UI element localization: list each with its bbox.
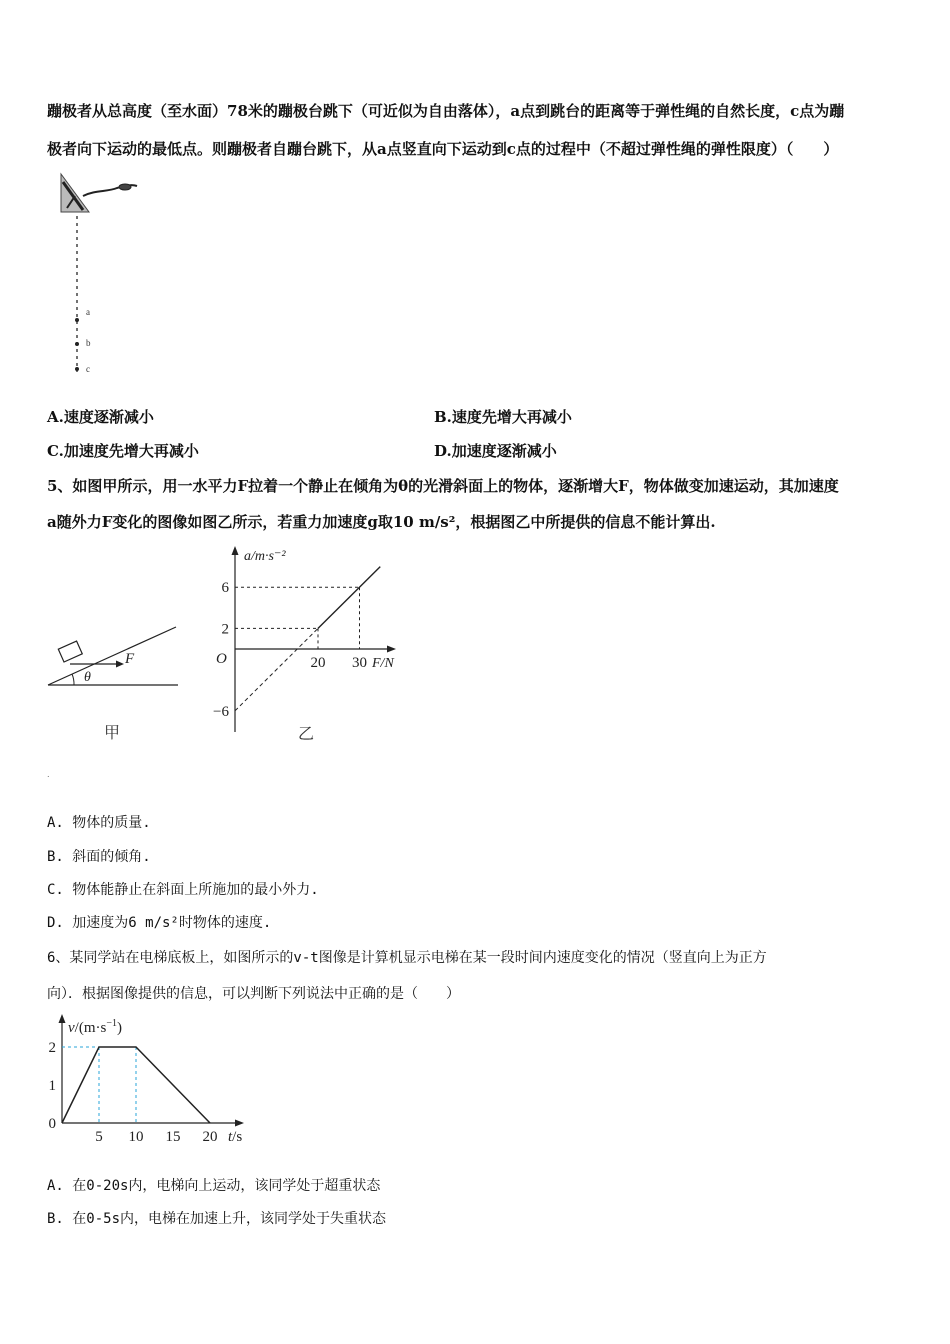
q6-option-a: A. 在0-20s内，电梯向上运动，该同学处于超重状态 [47, 1178, 381, 1194]
vt-x-tick-label: 20 [202, 1129, 218, 1145]
point-c-marker [75, 367, 79, 371]
x-axis-label: F/N [372, 656, 394, 671]
q5-stem-line-2: a随外力F变化的图像如图乙所示，若重力加速度g取10 m/s²，根据图乙中所提供的信息不能计算出. [47, 513, 716, 531]
vt-y-tick-label: 2 [48, 1040, 56, 1056]
vt-y-tick-label: 1 [48, 1078, 56, 1094]
vt-x-axis-label: t/s [228, 1129, 243, 1145]
q5-option-c: C. 物体能静止在斜面上所施加的最小外力. [47, 882, 319, 898]
incline-figure [40, 615, 190, 745]
yi-data-line [318, 567, 380, 629]
angle-arc [72, 674, 74, 685]
vt-y-axis-arrow [59, 1014, 66, 1023]
acceleration-force-graph [200, 540, 420, 750]
vt-x-axis-arrow [235, 1120, 244, 1127]
velocity-time-graph [40, 1010, 260, 1150]
bungee-figure [55, 172, 145, 377]
y-axis-label: a/m·s⁻² [244, 549, 286, 564]
q4-stem-line-1: 蹦极者从总高度（至水面）78米的蹦极台跳下（可近似为自由落体），a点到跳台的距离等于弹性绳的自然长度，c点为蹦 [47, 102, 845, 120]
point-c-label: c [86, 364, 90, 374]
y-axis-arrow [232, 546, 239, 555]
figure-yi-caption: 乙 [298, 726, 315, 743]
q4-option-d: D.加速度逐渐减小 [434, 442, 557, 460]
yi-y-tick-label: 2 [221, 621, 229, 638]
q5-option-a: A. 物体的质量. [47, 815, 151, 831]
q4-option-c: C.加速度先增大再减小 [47, 442, 199, 460]
q4-option-a: A.速度逐渐减小 [47, 408, 154, 426]
x-axis-arrow [387, 646, 396, 653]
point-a-marker [75, 318, 79, 322]
point-b-label: b [86, 338, 91, 348]
vt-y-axis-label: $v/(m\cdot s^{-1})$ [68, 1018, 122, 1036]
yi-x-tick-label: 20 [310, 655, 326, 671]
vt-y-tick-label: 0 [48, 1116, 56, 1132]
yi-y-tick-label: 6 [221, 580, 229, 597]
yi-extrapolated-segment [235, 628, 318, 710]
bungee-platform [61, 174, 89, 212]
yi-x-tick-label: 30 [352, 655, 367, 671]
figure-jia-caption: 甲 [104, 725, 121, 742]
yi-y-tick-label: −6 [213, 703, 229, 720]
q5-option-d: D. 加速度为6 m/s²时物体的速度. [47, 915, 272, 931]
q5-option-b: B. 斜面的倾角. [47, 849, 151, 865]
bungee-jumper [83, 184, 137, 196]
q6-stem-line-1: 6、某同学站在电梯底板上，如图所示的v-t图像是计算机显示电梯在某一段时间内速度变化的情况（竖直向上为正方 [47, 950, 767, 966]
point-b-marker [75, 342, 79, 346]
q6-stem-line-2: 向）．根据图像提供的信息，可以判断下列说法中正确的是（ ） [47, 986, 460, 1002]
point-a-label: a [86, 307, 90, 317]
stray-mark: . [47, 770, 50, 779]
vt-x-tick-label: 5 [95, 1129, 103, 1145]
block [58, 641, 82, 662]
force-arrow-head [116, 661, 124, 668]
vt-x-tick-label: 15 [165, 1129, 181, 1145]
q4-option-b: B.速度先增大再减小 [434, 408, 572, 426]
angle-label: θ [84, 670, 91, 685]
origin-label: O [216, 651, 227, 667]
force-label: F [125, 651, 135, 667]
q4-stem-line-2: 极者向下运动的最低点。则蹦极者自蹦台跳下，从a点竖直向下运动到c点的过程中（不超过弹性绳的弹性限度）（ ） [47, 140, 839, 158]
q5-stem-line-1: 5、如图甲所示，用一水平力F拉着一个静止在倾角为θ的光滑斜面上的物体，逐渐增大F，物体做变加速运动，其加速度 [47, 477, 839, 495]
vt-x-tick-label: 10 [128, 1129, 144, 1145]
q6-option-b: B. 在0-5s内，电梯在加速上升，该同学处于失重状态 [47, 1211, 386, 1227]
